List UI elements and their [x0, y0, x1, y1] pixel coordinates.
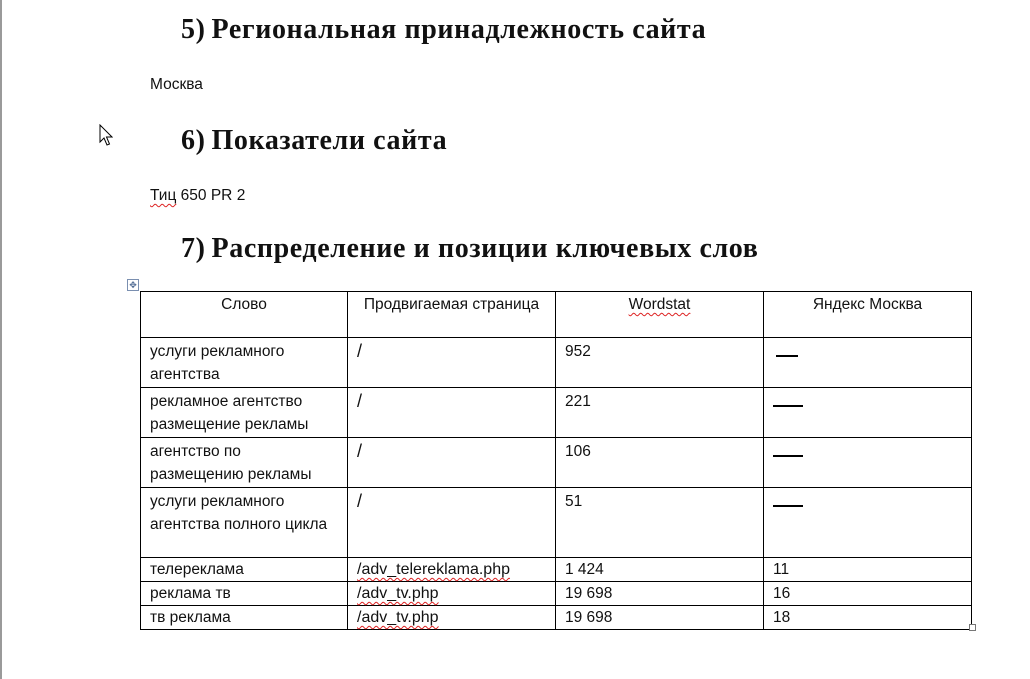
- page-path: /: [357, 391, 363, 411]
- table-row: [141, 338, 972, 388]
- table-header-row: [141, 292, 972, 338]
- cell-yandex: 11: [764, 558, 972, 582]
- keywords-table: [140, 291, 972, 630]
- header-yandex: Яндекс Москва: [764, 292, 972, 338]
- cell-word: [141, 606, 348, 630]
- page-path: /: [357, 441, 363, 461]
- cell-page: [348, 558, 556, 582]
- cell-wordstat: 952: [556, 338, 764, 388]
- cell-yandex: [764, 388, 972, 438]
- table-row: [141, 438, 972, 488]
- pr-value: 2: [236, 187, 246, 204]
- cell-page: [348, 582, 556, 606]
- page-path: /adv_telereklama.php: [357, 561, 510, 578]
- cell-wordstat: 106: [556, 438, 764, 488]
- cell-page: [348, 606, 556, 630]
- no-position-dash: [773, 505, 803, 507]
- page-path: /adv_tv.php: [357, 585, 439, 602]
- table-row: [141, 582, 972, 606]
- header-wordstat-label: Wordstat: [628, 296, 691, 313]
- page-path: /adv_tv.php: [357, 609, 439, 626]
- section-title: Распределение и позиции ключевых слов: [211, 233, 759, 264]
- no-position-dash: [773, 455, 803, 457]
- cell-yandex: [764, 338, 972, 388]
- section-title: Региональная принадлежность сайта: [211, 14, 707, 45]
- cell-wordstat: 1 424: [556, 558, 764, 582]
- cell-wordstat: 51: [556, 488, 764, 558]
- cell-word: телереклама: [141, 558, 348, 582]
- header-page: Продвигаемая страница: [348, 292, 556, 338]
- cell-page: [348, 338, 556, 388]
- page-left-edge: [0, 0, 2, 679]
- table-move-handle-icon[interactable]: ✥: [127, 279, 139, 291]
- section-heading-region: [181, 14, 706, 46]
- table-row: [141, 606, 972, 630]
- cell-yandex: 18: [764, 606, 972, 630]
- cell-yandex: [764, 438, 972, 488]
- region-text: Москва: [150, 76, 203, 93]
- page-path: /: [357, 491, 363, 511]
- cell-word: [141, 582, 348, 606]
- cell-wordstat: 221: [556, 388, 764, 438]
- cell-yandex: 16: [764, 582, 972, 606]
- header-word: Слово: [141, 292, 348, 338]
- cell-word: услуги рекламного агентства полного цикла: [141, 488, 348, 558]
- word-text: тв реклама: [150, 609, 231, 626]
- cell-page: [348, 438, 556, 488]
- table-resize-handle-icon[interactable]: [969, 624, 976, 631]
- no-position-dash: [776, 355, 798, 357]
- metrics-text: [150, 187, 245, 205]
- table-row: [141, 388, 972, 438]
- cell-wordstat: 19 698: [556, 606, 764, 630]
- section-title: Показатели сайта: [211, 125, 448, 156]
- page-path: /: [357, 341, 363, 361]
- section-heading-metrics: [181, 125, 447, 157]
- mouse-pointer-icon: [99, 124, 113, 148]
- cell-page: [348, 388, 556, 438]
- cell-word: агентство по размещению рекламы: [141, 438, 348, 488]
- table-row: [141, 558, 972, 582]
- tic-label: Тиц: [150, 187, 177, 204]
- word-text: реклама тв: [150, 585, 231, 602]
- cell-page: [348, 488, 556, 558]
- cell-wordstat: 19 698: [556, 582, 764, 606]
- cell-word: услуги рекламного агентства: [141, 338, 348, 388]
- pr-label: PR: [210, 187, 233, 204]
- tic-value: 650: [180, 187, 207, 204]
- header-wordstat: [556, 292, 764, 338]
- section-number: 7): [181, 233, 206, 264]
- no-position-dash: [773, 405, 803, 407]
- section-heading-keywords: [181, 233, 758, 265]
- cell-yandex: [764, 488, 972, 558]
- section-number: 6): [181, 125, 206, 156]
- section-number: 5): [181, 14, 206, 45]
- table-row: [141, 488, 972, 558]
- cell-word: рекламное агентство размещение рекламы: [141, 388, 348, 438]
